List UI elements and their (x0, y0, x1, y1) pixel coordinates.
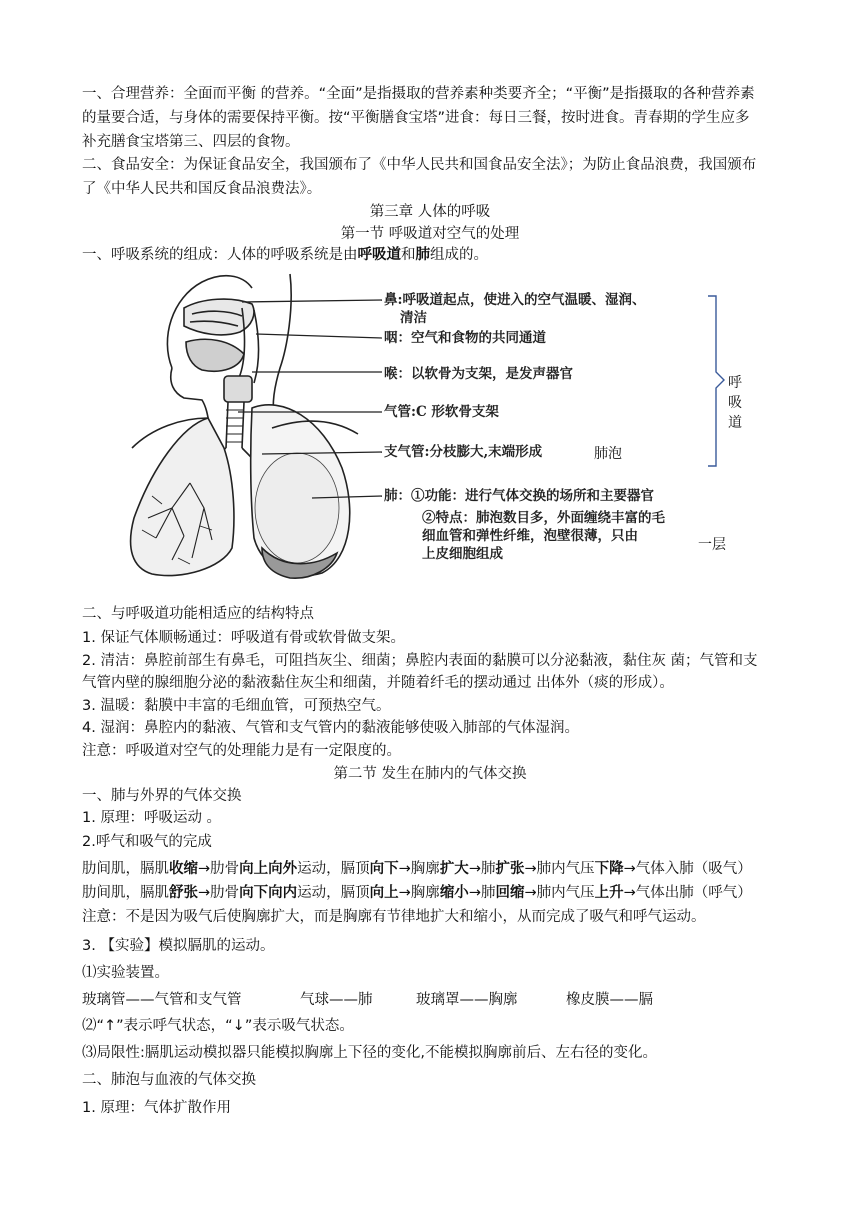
exhale-part: →气体出肺（呼气） (623, 885, 752, 901)
airway-brace-label: 呼吸道 (728, 375, 742, 431)
inhale-key: 扩大 (439, 861, 469, 877)
airway-brace (708, 296, 724, 466)
inhale-process (82, 857, 794, 881)
larynx-label: 喉：以软骨为支架，是发声器官 (384, 366, 573, 382)
trachea-label: 气管:C 形软骨支架 (384, 404, 499, 420)
feature-item-2-line1: 2. 清洁：鼻腔前部生有鼻毛，可阻挡灰尘、细菌；鼻腔内表面的黏膜可以分泌黏液，黏住灰 菌；气管和支 (82, 653, 758, 669)
composition-airway: 呼吸道 (357, 247, 401, 263)
section1-title: 第一节 呼吸道对空气的处理 (340, 226, 520, 242)
lung-label-line2: ②特点：肺泡数目多，外面缠绕丰富的毛 (422, 510, 665, 526)
exhale-part: →肺内气压 (524, 885, 595, 901)
experiment-device: ⑴实验装置。 (82, 965, 169, 981)
inhale-part: 运动，膈顶 (297, 861, 370, 877)
lung-exchange-principle: 1. 原理：呼吸运动 。 (82, 810, 222, 826)
inhale-key: 向下 (369, 861, 399, 877)
exhale-key: 舒张 (169, 885, 198, 901)
features-note: 注意：呼吸道对空气的处理能力是有一定限度的。 (82, 743, 401, 759)
feature-item-1: 1. 保证气体顺畅通过：呼吸道有骨或软骨做支架。 (82, 630, 405, 646)
food-safety-line-1: 二、食品安全：为保证食品安全，我国颁布了《中华人民共和国食品安全法》；为防止食品浪费，我国颁布 (82, 157, 757, 173)
experiment-limitation: ⑶局限性:膈肌运动模拟器只能模拟胸廓上下径的变化,不能模拟胸廓前后、左右径的变化。 (82, 1045, 657, 1061)
lung-label-line3: 细血管和弹性纤维，泡壁很薄，只由 (422, 528, 638, 544)
composition-line (82, 243, 782, 267)
section2-title: 第二节 发生在肺内的气体交换 (333, 766, 527, 782)
inhale-key: 收缩 (169, 861, 198, 877)
inhale-part: →肺 (468, 861, 496, 877)
inhale-key: 向上向外 (239, 861, 298, 877)
lung-exchange-title: 一、肺与外界的气体交换 (82, 788, 242, 804)
inhale-part: →肋骨 (198, 861, 240, 877)
exhale-part: →胸廓 (398, 885, 440, 901)
alveoli-exchange-principle: 1. 原理：气体扩散作用 (82, 1100, 231, 1116)
inhale-key: 下降 (594, 861, 624, 877)
composition-mid: 和 (401, 247, 416, 263)
nose-label-line1: 鼻:呼吸道起点，使进入的空气温暖、湿润、 (384, 292, 646, 308)
food-safety-line-2: 了《中华人民共和国反食品浪费法》。 (82, 181, 322, 197)
experiment-title: 3. 【实验】模拟膈肌的运动。 (82, 938, 275, 954)
feature-item-2-line2: 气管内壁的腺细胞分泌的黏液黏住灰尘和细菌，并随着纤毛的摆动通过 出体外（痰的形成）。 (82, 675, 674, 691)
inhale-part: →胸廓 (398, 861, 440, 877)
feature-item-3: 3. 温暖：黏膜中丰富的毛细血管，可预热空气。 (82, 698, 391, 714)
inhale-part: →气体入肺（吸气） (623, 861, 752, 877)
breathing-note: 注意：不是因为吸气后使胸廓扩大，而是胸廓有节律地扩大和缩小，从而完成了吸气和呼气运动。 (82, 909, 706, 925)
mapping-balloon: 气球——肺 (300, 992, 373, 1008)
feature-item-4: 4. 湿润：鼻腔内的黏液、气管和支气管内的黏液能够使吸入肺部的气体湿润。 (82, 720, 579, 736)
exhale-key: 向下向内 (239, 885, 298, 901)
lung-label-line4: 上皮细胞组成 (422, 546, 503, 562)
exhale-key: 向上 (369, 885, 399, 901)
exhale-key: 缩小 (439, 885, 469, 901)
nose-label-line2: 清洁 (400, 310, 427, 326)
alveoli-exchange-title: 二、肺泡与血液的气体交换 (82, 1072, 256, 1088)
experiment-mapping (82, 988, 782, 1012)
experiment-arrows: ⑵“↑”表示呼气状态，“↓”表示吸气状态。 (82, 1018, 354, 1034)
chapter-title: 第三章 人体的呼吸 (369, 204, 491, 220)
exhale-part: →肺 (468, 885, 496, 901)
composition-post: 组成的。 (430, 247, 488, 263)
composition-pre: 一、呼吸系统的组成：人体的呼吸系统是由 (82, 247, 358, 263)
exhale-process (82, 881, 794, 905)
nutrition-line-2: 的量要合适，与身体的需要保持平衡。按“平衡膳食宝塔”进食：每日三餐，按时进食。青春期的学生应多 (82, 110, 750, 126)
bronchi-label-tail: 肺泡 (594, 446, 622, 462)
features-title: 二、与呼吸道功能相适应的结构特点 (82, 606, 314, 622)
inhale-key: 扩张 (495, 861, 525, 877)
inhale-part: 肋间肌，膈肌 (82, 861, 169, 877)
nutrition-line-3: 补充膳食宝塔第三、四层的食物。 (82, 134, 300, 150)
nutrition-line-1: 一、合理营养：全面而平衡 的营养。“全面”是指摄取的营养素种类要齐全；“平衡”是指摄取的各种营养素 (82, 86, 755, 102)
exhale-key: 回缩 (495, 885, 525, 901)
inhale-part: →肺内气压 (524, 861, 595, 877)
mapping-glass-tube: 玻璃管——气管和支气管 (82, 992, 242, 1008)
lung-label-line3-tail: 一层 (698, 537, 726, 553)
composition-lung: 肺 (415, 247, 430, 263)
pharynx-label: 咽：空气和食物的共同通道 (384, 330, 546, 346)
exhale-key: 上升 (594, 885, 624, 901)
exhale-part: 肋间肌，膈肌 (82, 885, 169, 901)
respiratory-system-figure (112, 268, 742, 586)
bronchi-label: 支气管:分枝膨大,末端形成 (384, 444, 543, 460)
breathing-completion-title: 2.呼气和吸气的完成 (82, 834, 212, 850)
mapping-rubber-membrane: 橡皮膜——膈 (566, 992, 653, 1008)
exhale-part: 运动，膈顶 (297, 885, 370, 901)
lung-label-line1: 肺：①功能：进行气体交换的场所和主要器官 (384, 488, 654, 504)
mapping-glass-cover: 玻璃罩——胸廓 (416, 992, 518, 1008)
exhale-part: →肋骨 (198, 885, 240, 901)
